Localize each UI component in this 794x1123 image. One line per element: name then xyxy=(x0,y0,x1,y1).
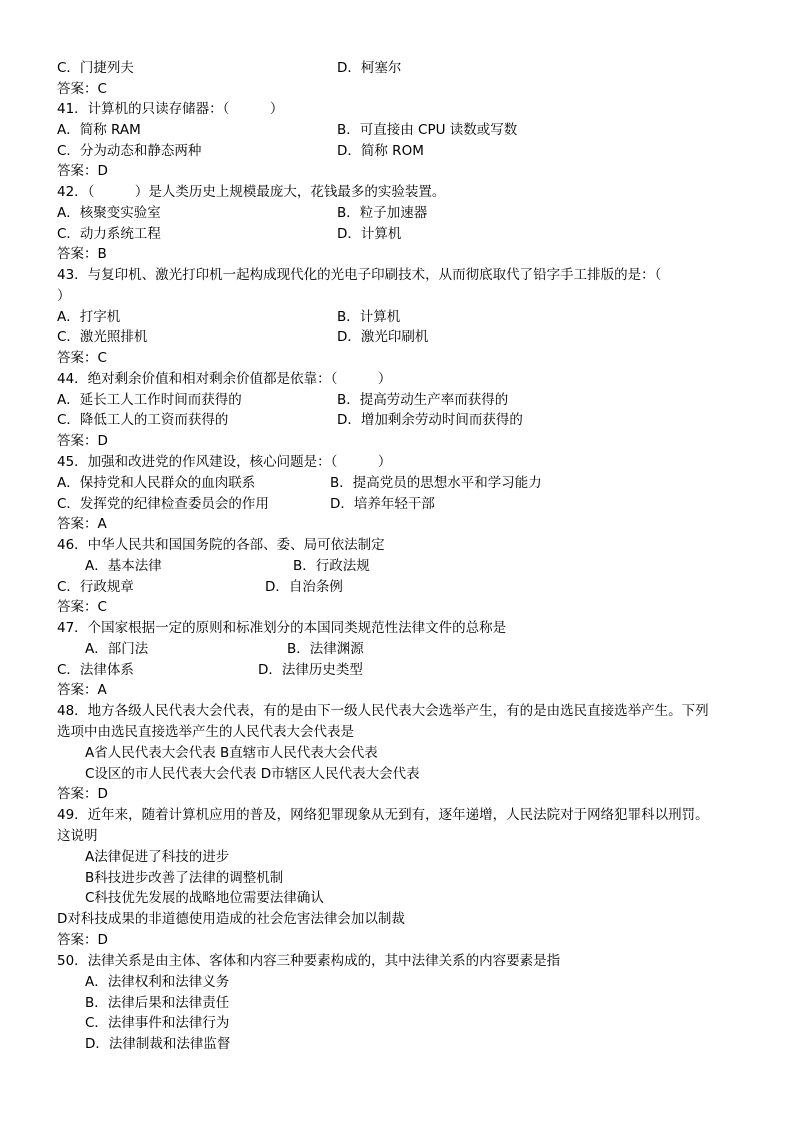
answer: 答案：A xyxy=(57,516,107,532)
option-a: A．打字机 xyxy=(57,309,121,325)
option-b: B．粒子加速器 xyxy=(337,205,428,221)
question-47: 47．个国家根据一定的原则和标准划分的本国同类规范性法律文件的总称是 xyxy=(57,620,507,636)
option-d: D对科技成果的非道德使用造成的社会危害法律会加以制裁 xyxy=(57,911,405,927)
option-c: C．分为动态和静态两种 xyxy=(57,143,202,159)
option-a: A法律促进了科技的进步 xyxy=(85,849,230,865)
option-c: C．发挥党的纪律检查委员会的作用 xyxy=(57,496,269,512)
question-48-cont: 选项中由选民直接选举产生的人民代表大会代表是 xyxy=(57,724,354,740)
option-d: D．法律历史类型 xyxy=(258,662,363,678)
answer: 答案：C xyxy=(57,599,107,615)
answer: 答案：D xyxy=(57,932,108,948)
option-c: C．法律事件和法律行为 xyxy=(85,1015,230,1031)
option-c: C．动力系统工程 xyxy=(57,226,161,242)
option-b: B．可直接由 CPU 读数或写数 xyxy=(337,122,518,138)
option-b: B．行政法规 xyxy=(293,558,370,574)
option-c: C科技优先发展的战略地位需要法律确认 xyxy=(85,890,324,906)
question-50: 50．法律关系是由主体、客体和内容三种要素构成的，其中法律关系的内容要素是指 xyxy=(57,953,561,969)
question-42: 42．（ ）是人类历史上规模最庞大，花钱最多的实验装置。 xyxy=(57,184,446,200)
option-a: A．基本法律 xyxy=(85,558,162,574)
option-d: D．法律制裁和法律监督 xyxy=(85,1036,231,1052)
question-49-cont: 这说明 xyxy=(57,828,98,844)
question-44: 44．绝对剩余价值和相对剩余价值都是依靠：（ ） xyxy=(57,371,392,387)
option-d: D．激光印刷机 xyxy=(337,329,429,345)
answer: 答案：C xyxy=(57,350,107,366)
option-b: B．提高党员的思想水平和学习能力 xyxy=(330,475,542,491)
option-b: B．计算机 xyxy=(337,309,401,325)
option-d: D．自治条例 xyxy=(265,579,343,595)
options-cd: C设区的市人民代表大会代表 D市辖区人民代表大会代表 xyxy=(85,766,420,782)
options-ab: A省人民代表大会代表 B直辖市人民代表大会代表 xyxy=(85,745,378,761)
option-a: A．法律权利和法律义务 xyxy=(85,974,230,990)
question-48: 48．地方各级人民代表大会代表，有的是由下一级人民代表大会选举产生，有的是由选民直接选举产生。下列 xyxy=(57,703,709,719)
option-a: A．简称 RAM xyxy=(57,122,141,138)
option-d: D．培养年轻干部 xyxy=(330,496,435,512)
option-c: C．激光照排机 xyxy=(57,329,148,345)
question-46: 46．中华人民共和国国务院的各部、委、局可依法制定 xyxy=(57,537,385,553)
option-c: C．法律体系 xyxy=(57,662,134,678)
option-d: D．柯塞尔 xyxy=(337,60,402,76)
option-c: C．降低工人的工资而获得的 xyxy=(57,412,229,428)
option-b: B．法律渊源 xyxy=(287,641,364,657)
option-d: D．计算机 xyxy=(337,226,402,242)
option-d: D．简称 ROM xyxy=(337,143,424,159)
question-49: 49．近年来，随着计算机应用的普及，网络犯罪现象从无到有，逐年递增，人民法院对于网络犯罪科以刑罚。 xyxy=(57,807,709,823)
answer: 答案：D xyxy=(57,786,108,802)
question-43-cont: ） xyxy=(57,288,71,304)
option-c: C．行政规章 xyxy=(57,579,134,595)
question-41: 41．计算机的只读存储器：（ ） xyxy=(57,101,284,117)
answer: 答案：D xyxy=(57,433,108,449)
option-d: D．增加剩余劳动时间而获得的 xyxy=(337,412,523,428)
answer: 答案：B xyxy=(57,246,107,262)
question-45: 45．加强和改进党的作风建设，核心问题是：（ ） xyxy=(57,454,392,470)
option-a: A．延长工人工作时间而获得的 xyxy=(57,392,242,408)
option-a: A．保持党和人民群众的血肉联系 xyxy=(57,475,256,491)
option-a: A．部门法 xyxy=(85,641,149,657)
option-b: B科技进步改善了法律的调整机制 xyxy=(85,870,284,886)
answer: 答案：D xyxy=(57,163,108,179)
option-b: B．法律后果和法律责任 xyxy=(85,995,230,1011)
option-a: A．核聚变实验室 xyxy=(57,205,161,221)
option-c: C．门捷列夫 xyxy=(57,60,134,76)
option-b: B．提高劳动生产率而获得的 xyxy=(337,392,509,408)
question-43: 43．与复印机、激光打印机一起构成现代化的光电子印刷技术，从而彻底取代了铅字手工排版的是：（ xyxy=(57,267,662,283)
answer: 答案：A xyxy=(57,682,107,698)
answer: 答案：C xyxy=(57,81,107,97)
